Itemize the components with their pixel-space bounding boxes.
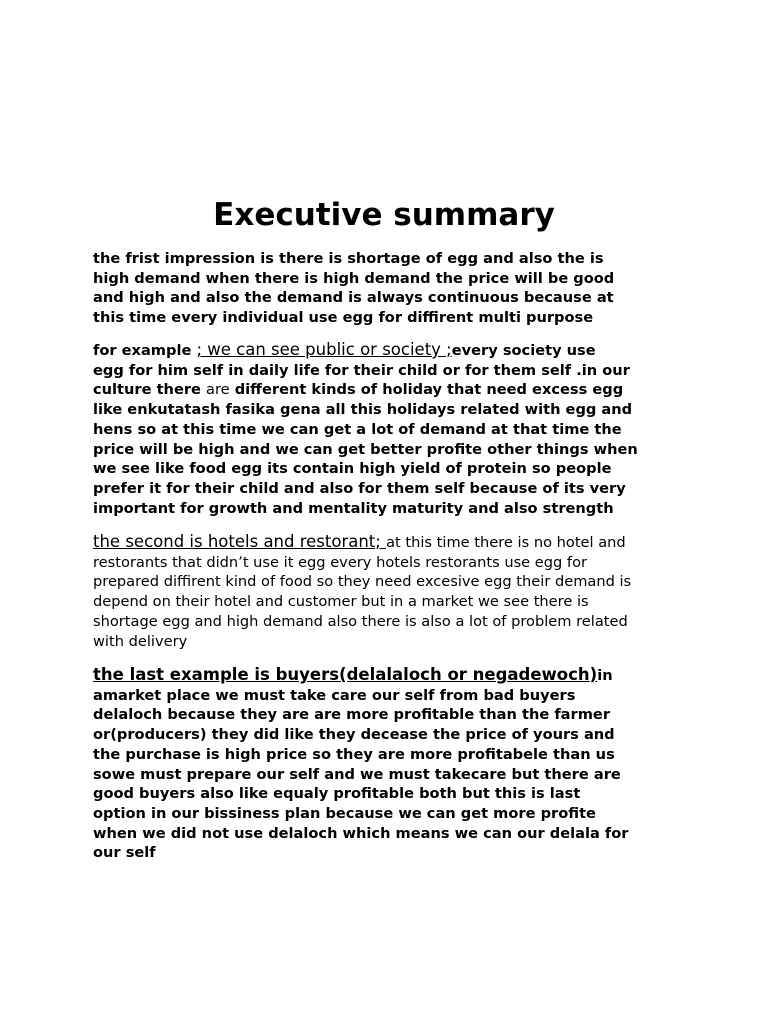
paragraph-heading-underlined: the last example is buyers(delalaloch or negadewoch) — [93, 665, 598, 684]
paragraph-lead-text: for example — [93, 342, 197, 359]
paragraph-hotels — [93, 532, 685, 651]
paragraph-heading-underlined: the second is hotels and restorant; — [93, 532, 387, 551]
paragraph-public-society — [93, 340, 685, 518]
paragraph-heading-underlined: ; we can see public or society ; — [196, 340, 452, 359]
paragraph-body-part-c: different kinds of holiday that need excess egg like enkutatash fasika gena all this holidays related with egg and hens so at this time we can get a lot of demand at that time the price will be high and we can get better profite other things when we see like food egg its contain high yield of protein so people prefer it for their child and also for them self because of its very important for growth and mentality maturity and also strength — [93, 381, 638, 517]
paragraph-intro: the frist impression is there is shortage of egg and also the is high demand when there is high demand the price will be good and high and also the demand is always continuous because at this time every individual use egg for diffirent multi purpose — [93, 250, 615, 327]
paragraph-body: at this time there is no hotel and restorants that didn’t use it egg every hotels restorants use egg for prepared diffirent kind of food so they need excesive egg their demand is depend on their hotel and customer but in a market we see there is shortage egg and high demand also there is also a lot of problem related with delivery — [93, 534, 632, 650]
page-title: Executive summary — [213, 197, 555, 233]
paragraph-buyers — [93, 665, 685, 863]
paragraph-body: in amarket place we must take care our self from bad buyers delaloch because they are are more profitable than the farmer or(producers) they did like they decease the price of yours and the purchase is high price so they are more profitabele than us sowe must prepare our self and we must takecare but there are good buyers also like equaly profitable both but this is last option in our bissiness plan because we can get more profite when we did not use delaloch which means we can our delala for our self — [93, 667, 629, 862]
paragraph-body-part-b: are — [206, 381, 230, 399]
paragraph-body-part-a: every society use egg for him self in daily life for their child or for them self .in our culture there — [93, 342, 630, 399]
